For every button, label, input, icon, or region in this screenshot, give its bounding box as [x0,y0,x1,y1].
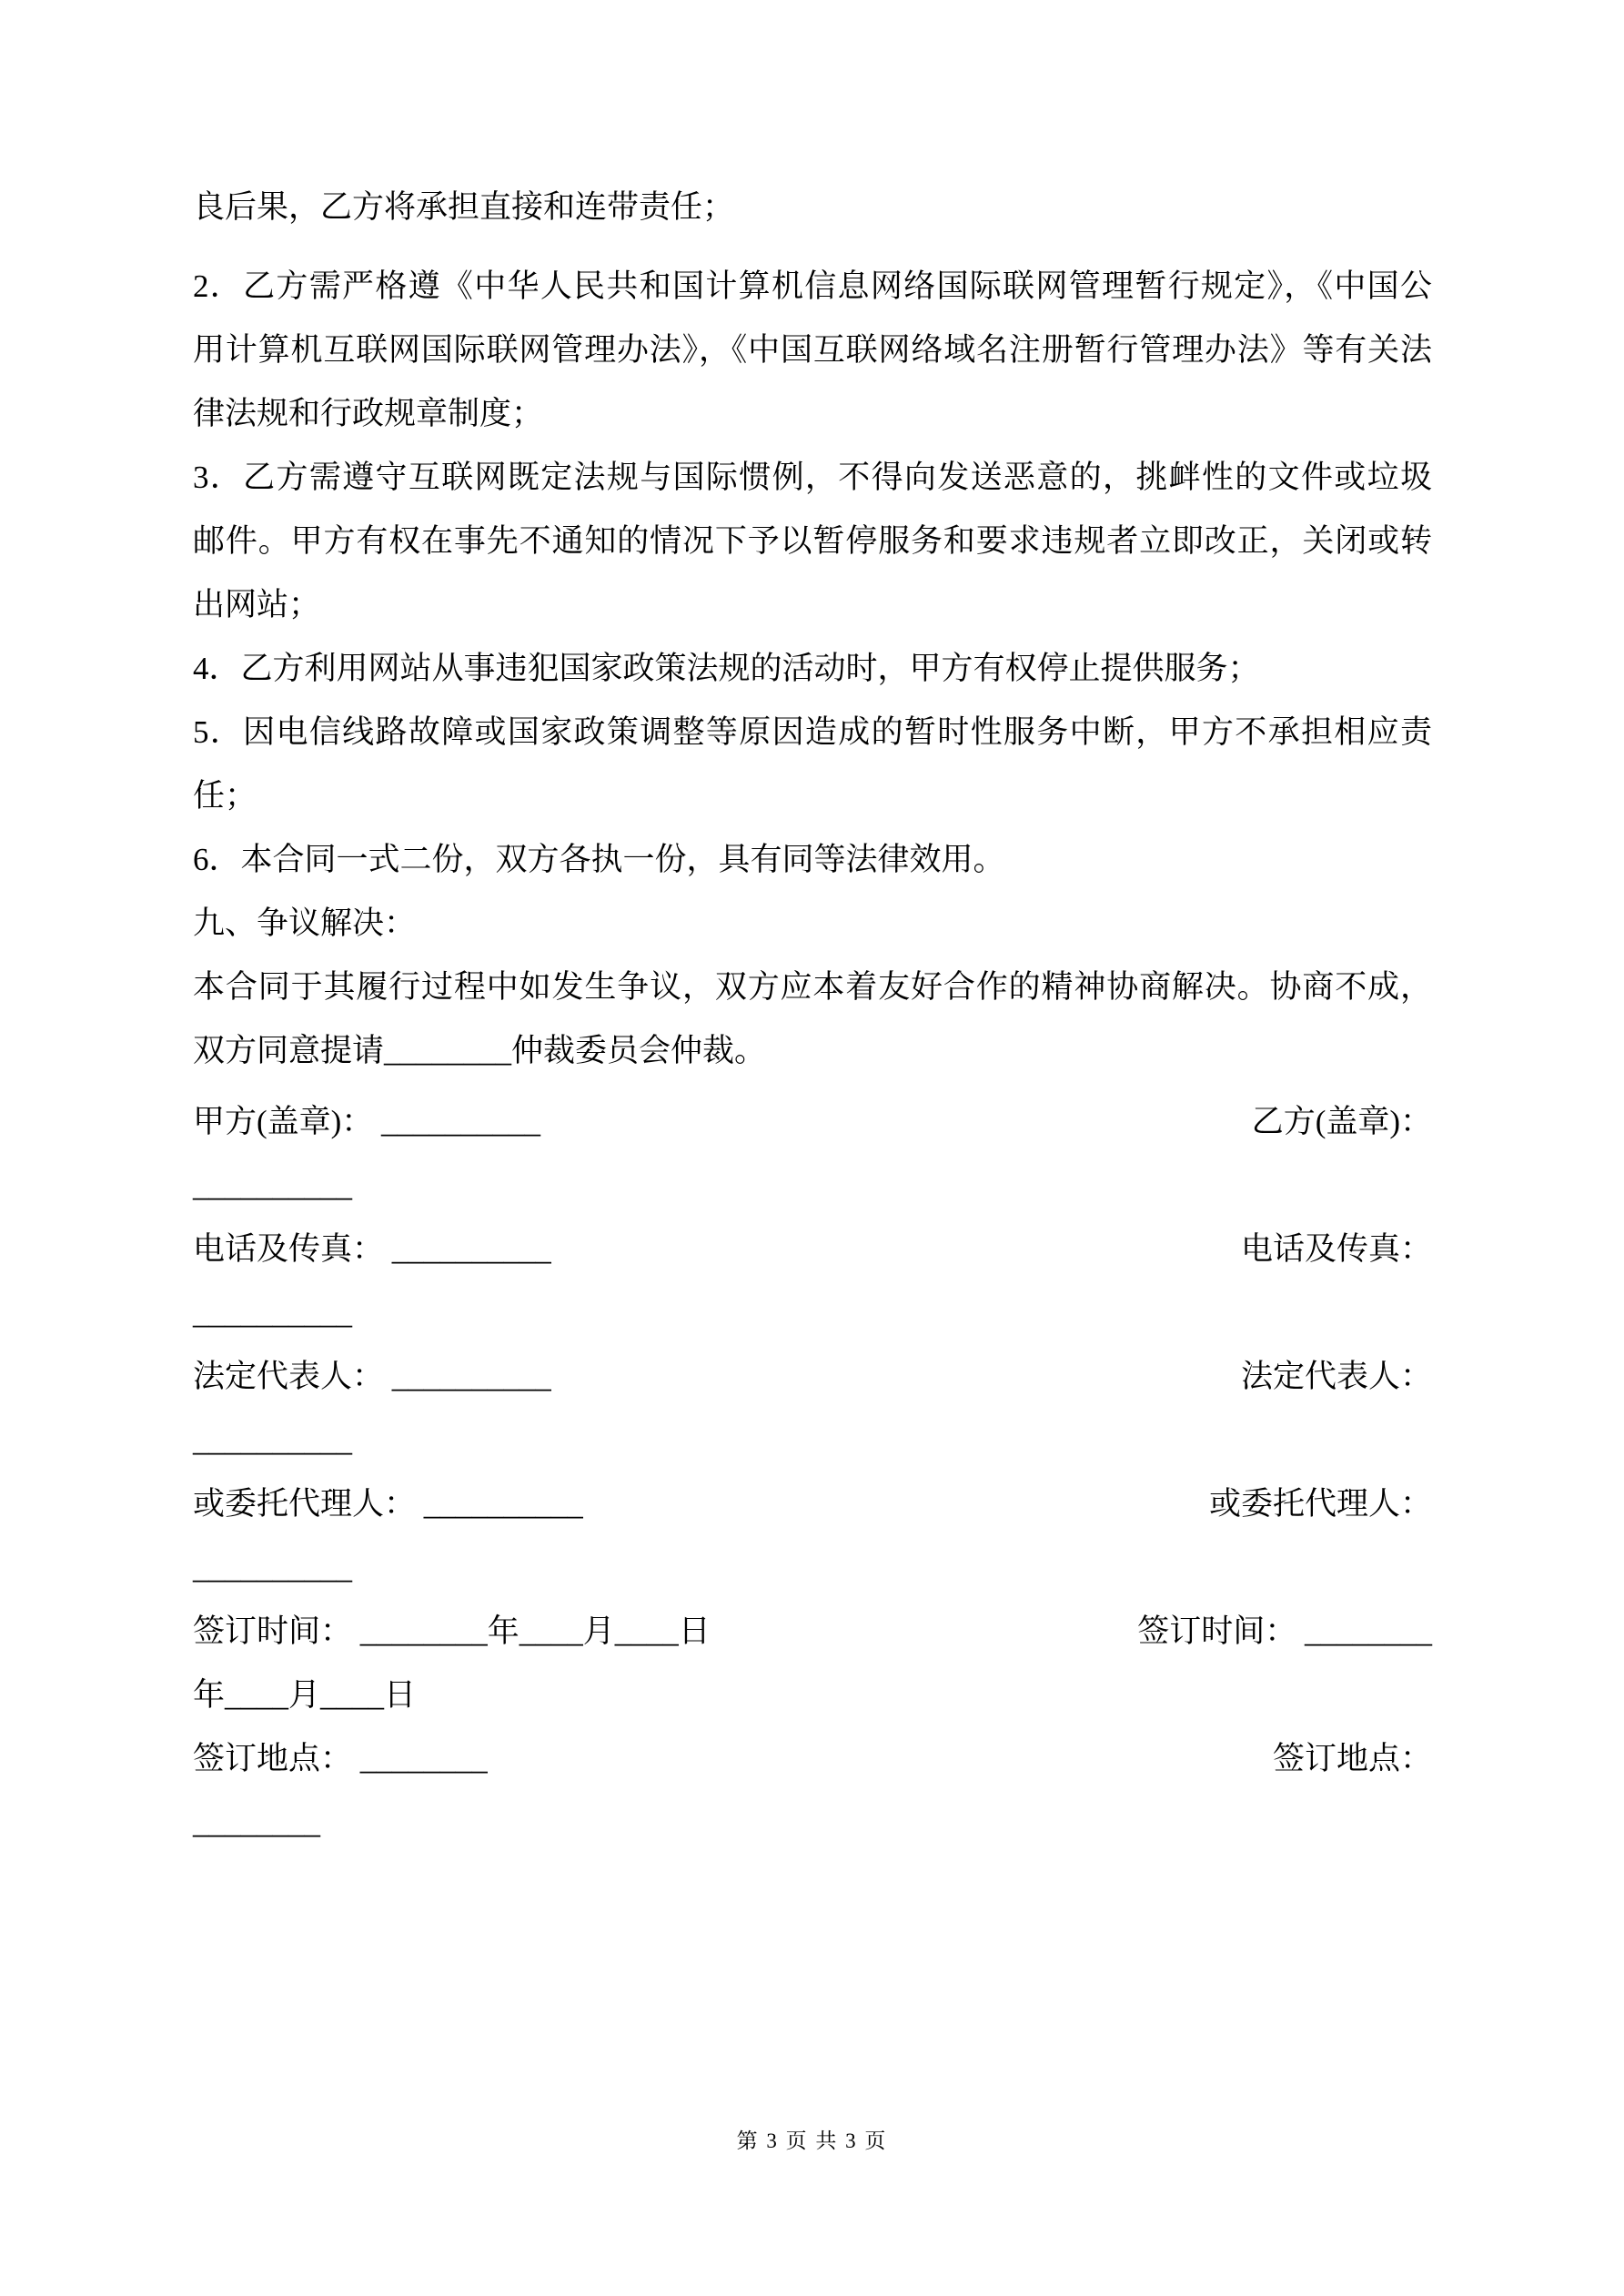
document-line: 4．乙方利用网站从事违犯国家政策法规的活动时，甲方有权停止提供服务； [193,651,1260,686]
signature-row-authorized-agent [193,1472,1432,1536]
party-b-authorized-agent-label: 或委托代理人： [1208,1486,1432,1522]
signature-row-phone-fax [193,1218,1432,1281]
party-b-signing-date-continuation: 年____月____日 [193,1677,417,1713]
signature-row-legal-representative [193,1345,1432,1409]
party-b-seal-blank: __________ [193,1168,352,1203]
party-b-phone-fax-label: 电话及传真： [1240,1231,1432,1267]
document-line: 用计算机互联网国际联网管理办法》，《中国互联网络域名注册暂行管理办法》等有关法 [193,332,1432,368]
signature-row-continuation [193,1281,1432,1345]
document-line: 6．本合同一式二份，双方各执一份，具有同等法律效用。 [193,842,1005,877]
party-b-legal-representative-blank: __________ [193,1422,352,1458]
document-line: 良后果，乙方将承担直接和连带责任； [193,189,735,225]
party-b-signing-place-blank: ________ [193,1805,320,1840]
document-line: 2．乙方需严格遵《中华人民共和国计算机信息网络国际联网管理暂行规定》，《中国公 [193,268,1432,304]
document-line: 双方同意提请________仲裁委员会仲裁。 [193,1033,767,1068]
document-line: 任； [193,778,257,814]
signature-row-continuation [193,1664,1432,1727]
document-line: 3．乙方需遵守互联网既定法规与国际惯例，不得向发送恶意的，挑衅性的文件或垃圾 [193,460,1432,495]
party-a-phone-fax-field: 电话及传真： __________ [193,1231,551,1267]
signature-row-continuation [193,1536,1432,1600]
signature-row-seal [193,1090,1432,1154]
party-b-signing-date-field: 签订时间： ________ [1137,1613,1432,1649]
party-b-phone-fax-blank: __________ [193,1295,352,1330]
document-body [193,176,1432,1855]
section-heading-dispute-resolution: 九、争议解决： [193,905,417,941]
party-b-authorized-agent-blank: __________ [193,1550,352,1585]
party-a-authorized-agent-field: 或委托代理人： __________ [193,1486,583,1522]
signature-row-continuation [193,1791,1432,1855]
signature-row-continuation [193,1154,1432,1218]
party-b-legal-representative-label: 法定代表人： [1240,1359,1432,1394]
signature-row-signing-date [193,1600,1432,1664]
party-a-seal-field: 甲方(盖章)： __________ [193,1104,541,1139]
page-number-footer: 第 3 页 共 3 页 [736,2129,888,2152]
party-a-signing-date-field: 签订时间： ________年____月____日 [193,1613,711,1649]
document-line: 邮件。甲方有权在事先不通知的情况下予以暂停服务和要求违规者立即改正，关闭或转 [193,523,1432,559]
party-b-signing-place-label: 签订地点： [1272,1741,1432,1776]
signature-block [193,1090,1432,1855]
party-a-signing-place-field: 签订地点： ________ [193,1741,488,1776]
signature-row-continuation [193,1409,1432,1472]
document-line: 本合同于其履行过程中如发生争议，双方应本着友好合作的精神协商解决。协商不成， [193,969,1432,1005]
document-line: 律法规和行政规章制度； [193,396,544,431]
party-a-legal-representative-field: 法定代表人： __________ [193,1359,551,1394]
party-b-seal-label: 乙方(盖章)： [1251,1104,1432,1139]
document-line: 5．因电信线路故障或国家政策调整等原因造成的暂时性服务中断，甲方不承担相应责 [193,714,1432,750]
document-line: 出网站； [193,587,321,622]
signature-row-signing-place [193,1727,1432,1791]
